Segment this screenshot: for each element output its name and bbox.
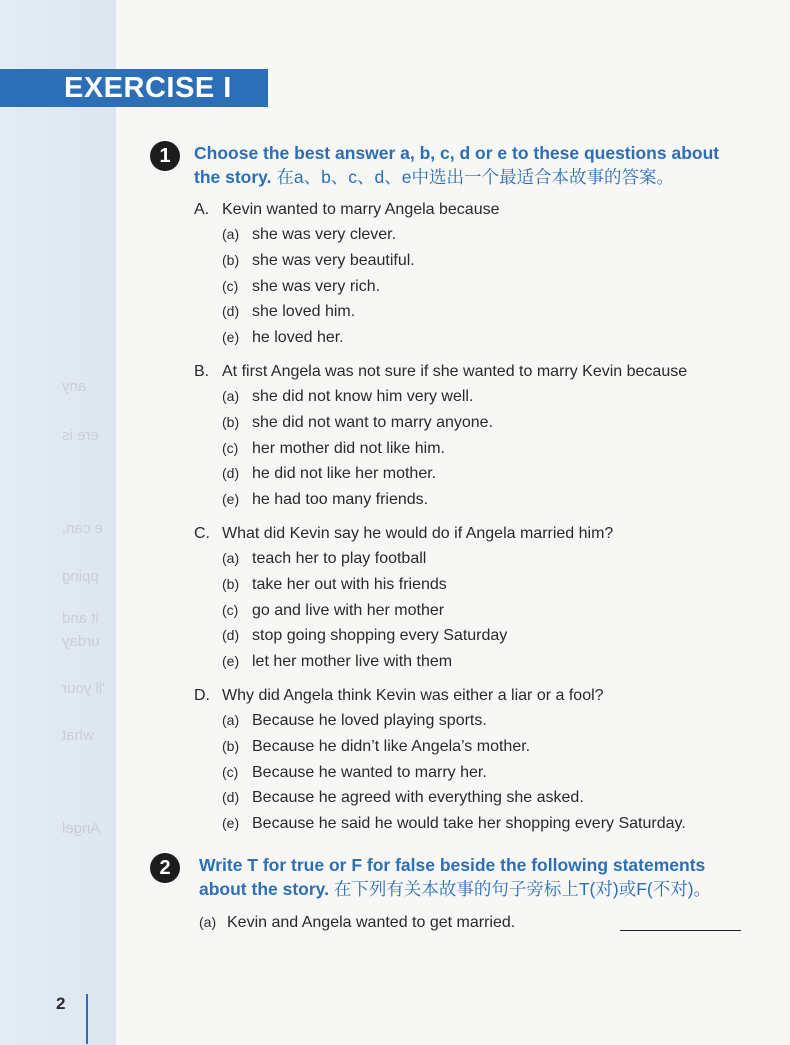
answer-option [194,222,754,248]
section-1-header [150,141,750,189]
option-label: (e) [222,491,240,508]
option-text: Because he agreed with everything she asked. [252,789,584,807]
section-1-instruction [194,141,750,189]
statement-label: (a) [199,914,217,930]
question-stem [194,360,754,384]
question-letter: C. [194,524,210,542]
show-through-text: what [62,727,94,744]
page-number-rule [86,994,88,1044]
question [194,198,754,351]
question [194,360,754,513]
instruction-text-chinese: 在下列有关本故事的句子旁标上T(对)或F(不对)。 [333,879,712,899]
answer-blank-line[interactable] [620,930,741,931]
exercise-title: EXERCISE I [64,72,232,104]
question-stem [194,198,754,222]
section-2-header [150,853,750,901]
option-text: Because he didn’t like Angela’s mother. [252,737,531,755]
option-text: Because he said he would take her shopping every Saturday. [252,815,686,833]
answer-option [194,811,754,837]
answer-option [194,734,754,760]
option-label: (b) [222,413,240,430]
option-text: he did not like her mother. [252,465,437,483]
show-through-text: e can, [62,520,103,537]
true-false-statement [199,910,744,935]
answer-option [194,572,754,598]
question [194,522,754,675]
show-through-text: Angel [62,820,101,837]
option-label: (e) [222,653,240,670]
option-text: she was very rich. [252,277,381,295]
question-letter: B. [194,362,210,380]
answer-option [194,461,754,487]
option-text: teach her to play football [252,549,427,567]
option-label: (a) [222,549,240,566]
option-text: stop going shopping every Saturday [252,627,508,645]
show-through-text: any [62,378,87,395]
option-label: (d) [222,789,240,806]
question [194,684,754,837]
option-label: (c) [222,763,239,780]
question-letter: A. [194,201,210,218]
answer-option [194,436,754,462]
option-text: let her mother live with them [252,653,453,671]
question-list [194,198,754,846]
left-margin-panel [0,0,116,1045]
answer-option [194,248,754,274]
option-label: (c) [222,439,239,456]
section-number-badge: 2 [150,853,180,883]
answer-option [194,487,754,513]
option-text: she did not want to marry anyone. [252,413,494,431]
question-stem [194,684,754,708]
show-through-text: urday [62,633,100,650]
show-through-text: ere is [62,427,99,444]
answer-option [194,598,754,624]
option-label: (a) [222,387,240,404]
option-label: (e) [222,815,240,832]
exercise-title-banner [0,69,268,107]
question-letter: D. [194,686,210,704]
question-text: What did Kevin say he would do if Angela married him? [222,524,614,542]
answer-option [194,299,754,325]
instruction-text-chinese: 在a、b、c、d、e中选出一个最适合本故事的答案。 [276,167,675,187]
option-label: (e) [222,329,240,346]
section-2-instruction [199,853,750,901]
option-text: her mother did not like him. [252,439,445,457]
instruction-text: Choose the best answer a, b, c, d or e to these questions about the story. [194,143,720,187]
option-text: go and live with her mother [252,601,445,619]
option-label: (a) [222,226,240,242]
instruction-text: Write T for true or F for false beside the following statements about the story. [199,855,706,899]
option-text: she loved him. [252,303,356,321]
option-text: Because he wanted to marry her. [252,763,487,781]
option-text: she was very beautiful. [252,251,415,269]
statement-text: Kevin and Angela wanted to get married. [227,914,516,931]
answer-option [194,623,754,649]
option-text: Because he loved playing sports. [252,711,487,729]
show-through-text: pping [62,568,99,585]
answer-option [194,325,754,351]
option-text: he had too many friends. [252,491,429,509]
answer-option [194,546,754,572]
question-text: Why did Angela think Kevin was either a liar or a fool? [222,686,604,704]
answer-option [194,410,754,436]
question-stem [194,522,754,546]
option-text: he loved her. [252,329,344,347]
option-text: take her out with his friends [252,575,447,593]
option-label: (d) [222,303,240,320]
option-label: (d) [222,465,240,482]
option-label: (c) [222,277,239,294]
option-label: (d) [222,627,240,644]
page-number: 2 [56,994,66,1013]
answer-option [194,274,754,300]
question-text: At first Angela was not sure if she wanted to marry Kevin because [222,362,688,380]
option-label: (a) [222,711,240,728]
option-label: (b) [222,575,240,592]
option-text: she did not know him very well. [252,387,474,405]
show-through-text: it and [62,610,99,627]
option-text: she was very clever. [252,226,397,243]
question-text: Kevin wanted to marry Angela because [222,201,500,218]
answer-option [194,708,754,734]
option-label: (b) [222,251,240,268]
option-label: (c) [222,601,239,618]
option-label: (b) [222,737,240,754]
answer-option [194,384,754,410]
answer-option [194,785,754,811]
answer-option [194,760,754,786]
show-through-text: 'll your [62,680,105,697]
section-number-badge: 1 [150,141,180,171]
answer-option [194,649,754,675]
